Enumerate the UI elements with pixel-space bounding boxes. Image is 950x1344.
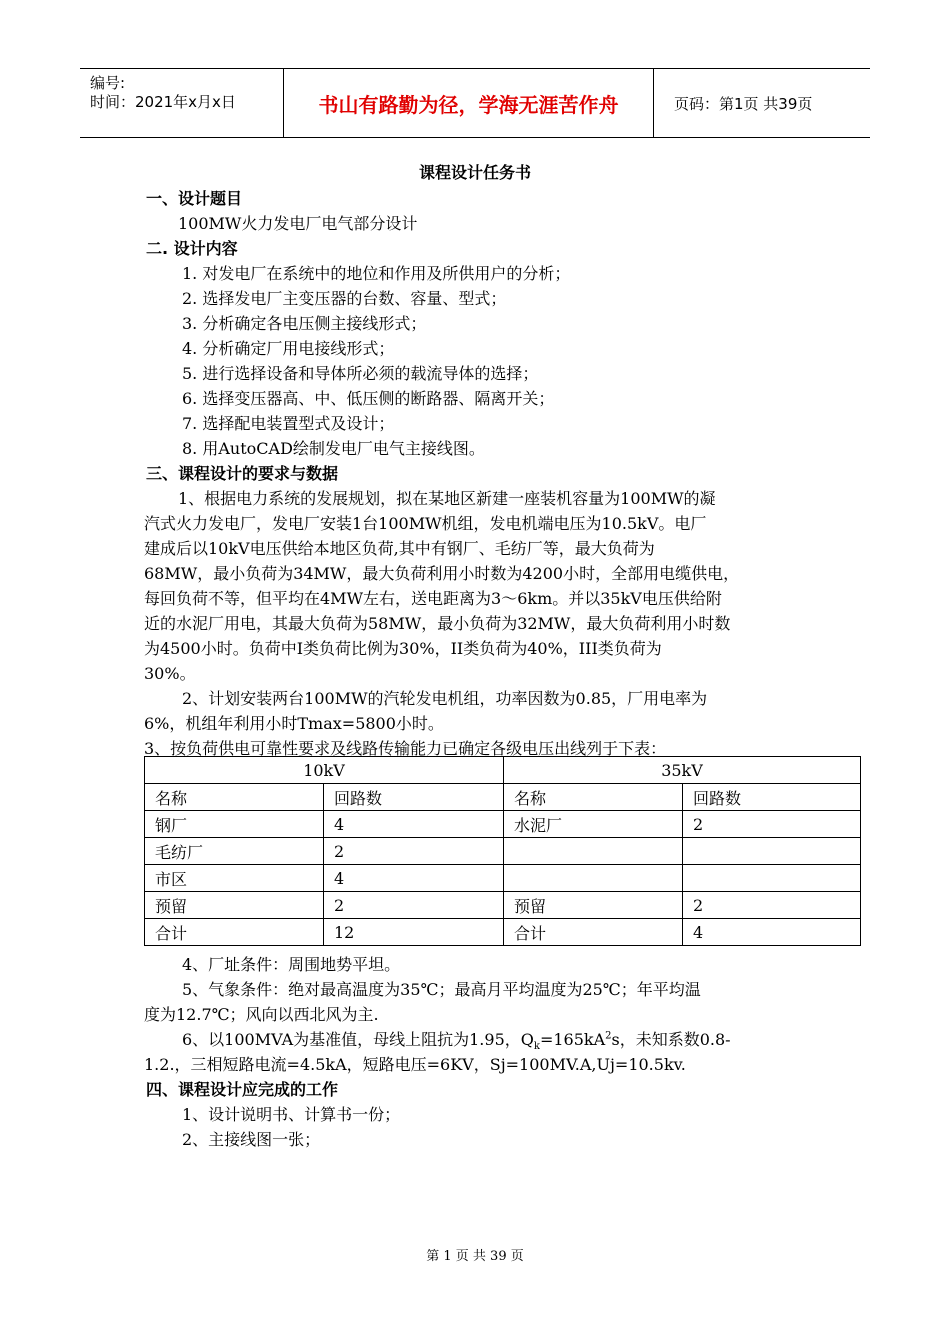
- paragraph-line: 6%，机组年利用小时Tmax=5800小时。: [144, 714, 444, 733]
- header-meta: [80, 69, 284, 137]
- table-cell: 毛纺厂: [145, 838, 324, 865]
- paragraph-line: 每回负荷不等，但平均在4MW左右，送电距离为3～6km。并以35kV电压供给附: [144, 589, 722, 608]
- paragraph-line: 2、计划安装两台100MW的汽轮发电机组，功率因数为0.85，厂用电率为: [182, 689, 708, 708]
- list-item: 6. 选择变压器高、中、低压侧的断路器、隔离开关；: [182, 389, 555, 408]
- paragraph-line: [182, 1027, 731, 1052]
- table-cell: [504, 865, 683, 892]
- table-cell: 钢厂: [145, 811, 324, 838]
- table-cell: 合计: [145, 919, 324, 946]
- paragraph-line: 3、按负荷供电可靠性要求及线路传输能力已确定各级电压出线列于下表：: [144, 739, 667, 758]
- superscript: 2: [605, 1030, 612, 1042]
- table-cell: 2: [683, 892, 861, 919]
- list-item: 7. 选择配电装置型式及设计；: [182, 414, 395, 433]
- document-title: 课程设计任务书: [418, 163, 531, 182]
- table-cell: 4: [683, 919, 861, 946]
- table-row: [145, 838, 861, 865]
- col-header-name: 名称: [145, 784, 324, 811]
- paragraph-line: 建成后以10kV电压供给本地区负荷,其中有钢厂、毛纺厂等，最大负荷为: [144, 539, 655, 558]
- list-item: 1. 对发电厂在系统中的地位和作用及所供用户的分析；: [182, 264, 571, 283]
- table-cell: 12: [324, 919, 504, 946]
- paragraph-line: 4、厂址条件：周围地势平坦。: [182, 955, 401, 974]
- table-cell: 合计: [504, 919, 683, 946]
- table-header-row: [145, 784, 861, 811]
- list-item: 3. 分析确定各电压侧主接线形式；: [182, 314, 427, 333]
- table-cell: 预留: [145, 892, 324, 919]
- paragraph-line: 汽式火力发电厂，发电厂安装1台100MW机组，发电机端电压为10.5kV。电厂: [144, 514, 707, 533]
- text-segment: 6、以100MVA为基准值，母线上阻抗为1.95，Q: [182, 1030, 534, 1049]
- table-cell: 水泥厂: [504, 811, 683, 838]
- paragraph-line: 1.2.，三相短路电流=4.5kA，短路电压=6KV，Sj=100MV.A,Uj=10.5kv.: [144, 1055, 686, 1074]
- paragraph-line: 度为12.7℃；风向以西北风为主.: [144, 1005, 379, 1024]
- table-cell: 2: [324, 892, 504, 919]
- table-cell: 市区: [145, 865, 324, 892]
- table-cell: 4: [324, 811, 504, 838]
- section-3-heading: 三、课程设计的要求与数据: [146, 464, 339, 483]
- col-header-count: 回路数: [324, 784, 504, 811]
- paragraph-line: 近的水泥厂用电，其最大负荷为58MW，最小负荷为32MW，最大负荷利用小时数: [144, 614, 731, 633]
- table-cell: 2: [324, 838, 504, 865]
- table-row: [145, 865, 861, 892]
- table-cell: [504, 838, 683, 865]
- text-segment: =165kA: [539, 1030, 606, 1049]
- subscript: k: [533, 1041, 540, 1053]
- table-group-row: [145, 757, 861, 784]
- number-label: 编号:: [90, 74, 126, 92]
- list-item: 8. 用AutoCAD绘制发电厂电气主接线图。: [182, 439, 485, 458]
- list-item: 4. 分析确定厂用电接线形式；: [182, 339, 395, 358]
- group-35kv: 35kV: [504, 757, 861, 784]
- group-10kv: 10kV: [145, 757, 504, 784]
- list-item: 5. 进行选择设备和导体所必须的载流导体的选择；: [182, 364, 539, 383]
- table-row: [145, 811, 861, 838]
- text-segment: s，未知系数0.8-: [611, 1030, 731, 1049]
- table-cell: 4: [324, 865, 504, 892]
- paragraph-line: 为4500小时。负荷中Ⅰ类负荷比例为30%，II类负荷为40%，III类负荷为: [144, 639, 662, 658]
- table-row: [145, 892, 861, 919]
- time-label: 时间：2021年x月x日: [90, 93, 236, 111]
- list-item: 2. 选择发电厂主变压器的台数、容量、型式；: [182, 289, 507, 308]
- list-item: 1、设计说明书、计算书一份；: [182, 1105, 401, 1124]
- list-item: 2、主接线图一张；: [182, 1130, 321, 1149]
- page-header: [80, 68, 870, 138]
- paragraph-line: 30%。: [144, 664, 196, 683]
- table-cell: 2: [683, 811, 861, 838]
- section-1-text: 100MW火力发电厂电气部分设计: [178, 214, 418, 233]
- section-1-heading: 一、设计题目: [146, 189, 243, 208]
- paragraph-line: 68MW，最小负荷为34MW，最大负荷利用小时数为4200小时，全部用电缆供电，: [144, 564, 740, 583]
- header-motto: 书山有路勤为径，学海无涯苦作舟: [284, 69, 654, 137]
- page-info-text: 页码：第1页 共39页: [674, 94, 813, 113]
- outgoing-lines-table: [144, 756, 861, 946]
- table-cell: [683, 865, 861, 892]
- col-header-name: 名称: [504, 784, 683, 811]
- table-row: [145, 919, 861, 946]
- table-cell: [683, 838, 861, 865]
- table-cell: 预留: [504, 892, 683, 919]
- paragraph-line: 5、气象条件：绝对最高温度为35℃；最高月平均温度为25℃；年平均温: [182, 980, 701, 999]
- col-header-count: 回路数: [683, 784, 861, 811]
- header-page-info: [664, 69, 870, 137]
- paragraph-line: 1、根据电力系统的发展规划，拟在某地区新建一座装机容量为100MW的凝: [178, 489, 716, 508]
- section-2-heading: 二. 设计内容: [146, 239, 238, 258]
- page-footer: 第 1 页 共 39 页: [426, 1249, 524, 1264]
- section-4-heading: 四、课程设计应完成的工作: [146, 1080, 339, 1099]
